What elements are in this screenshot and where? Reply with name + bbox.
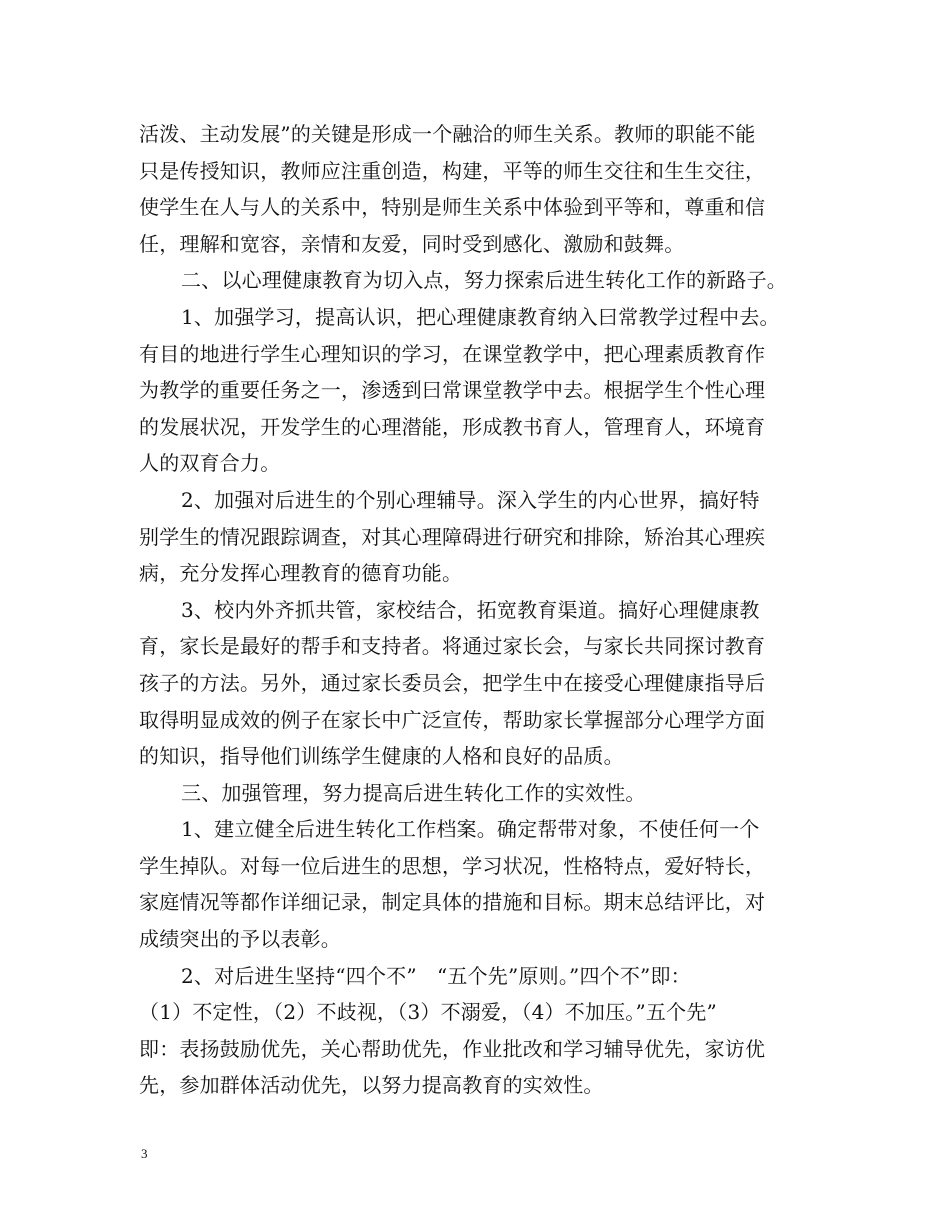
text-line: 取得明显成效的例子在家长中广泛宣传，帮助家长掌握部分心理学方面 — [139, 707, 766, 732]
text-line: 二、以心理健康教育为切入点，努力探索后进生转化工作的新路子。 — [181, 268, 787, 293]
text-line: 活泼、主动发展”的关键是形成一个融洽的师生关系。教师的职能不能 — [139, 122, 756, 146]
text-line: 家庭情况等都作详细记录，制定具体的措施和目标。期末总结评比，对 — [139, 890, 766, 915]
text-line: 使学生在人与人的关系中，特别是师生关系中体验到平等和，尊重和信 — [139, 195, 766, 220]
document-body — [139, 116, 829, 1104]
text-line: 1、加强学习，提高认识，把心理健康教育纳入曰常教学过程中去。 — [181, 304, 780, 329]
text-line: 人的双育合力。 — [139, 451, 281, 476]
text-line: 有目的地进行学生心理知识的学习，在课堂教学中，把心理素质教育作 — [139, 341, 766, 366]
text-line: 3、校内外齐抓共管，家校结合，拓宽教育渠道。搞好心理健康教 — [181, 597, 760, 622]
text-line: 先，参加群体活动优先，以努力提高教育的实效性。 — [139, 1073, 604, 1098]
text-line: 为教学的重要任务之一，渗透到曰常课堂教学中去。根据学生个性心理 — [139, 378, 766, 403]
text-line: 的发展状况，开发学生的心理潜能，形成教书育人，管理育人，环境育 — [139, 414, 766, 439]
text-line: 病，充分发挥心理教育的德育功能。 — [139, 561, 463, 586]
text-line: 孩子的方法。另外，通过家长委员会，把学生中在接受心理健康指导后 — [139, 670, 766, 695]
text-line: 的知识，指导他们训练学生健康的人格和良好的品质。 — [139, 744, 624, 769]
text-line: 1、建立健全后进生转化工作档案。确定帮带对象，不使任何一个 — [181, 817, 760, 842]
text-line: 三、加强管理，努力提高后进生转化工作的实效性。 — [181, 780, 646, 805]
text-line: 2、对后进生坚持“四个不” “五个先”原则。”四个不”即： — [181, 963, 691, 988]
text-line: 2、加强对后进生的个别心理辅导。深入学生的内心世界，搞好特 — [181, 487, 760, 512]
text-line: 育，家长是最好的帮手和支持者。将通过家长会，与家长共同探讨教育 — [139, 634, 766, 659]
page-number: 3 — [141, 1146, 148, 1161]
text-line: 别学生的情况跟踪调查，对其心理障碍进行研究和排除，矫治其心理疾 — [139, 524, 766, 549]
text-line: 只是传授知识，教师应注重创造，构建，平等的师生交往和生生交往， — [139, 158, 766, 183]
text-line: （1）不定性，（2）不歧视，（3）不溺爱，（4）不加压。”五个先” — [139, 1000, 717, 1025]
text-line: 成绩突出的予以表彰。 — [139, 927, 341, 952]
text-line: 任，理解和宽容，亲情和友爱，同时受到感化、激励和鼓舞。 — [139, 231, 685, 256]
text-line: 学生掉队。对每一位后进生的思想，学习状况，性格特点，爱好特长， — [139, 853, 766, 878]
text-line: 即：表扬鼓励优先，关心帮助优先，作业批改和学习辅导优先，家访优 — [139, 1036, 766, 1061]
